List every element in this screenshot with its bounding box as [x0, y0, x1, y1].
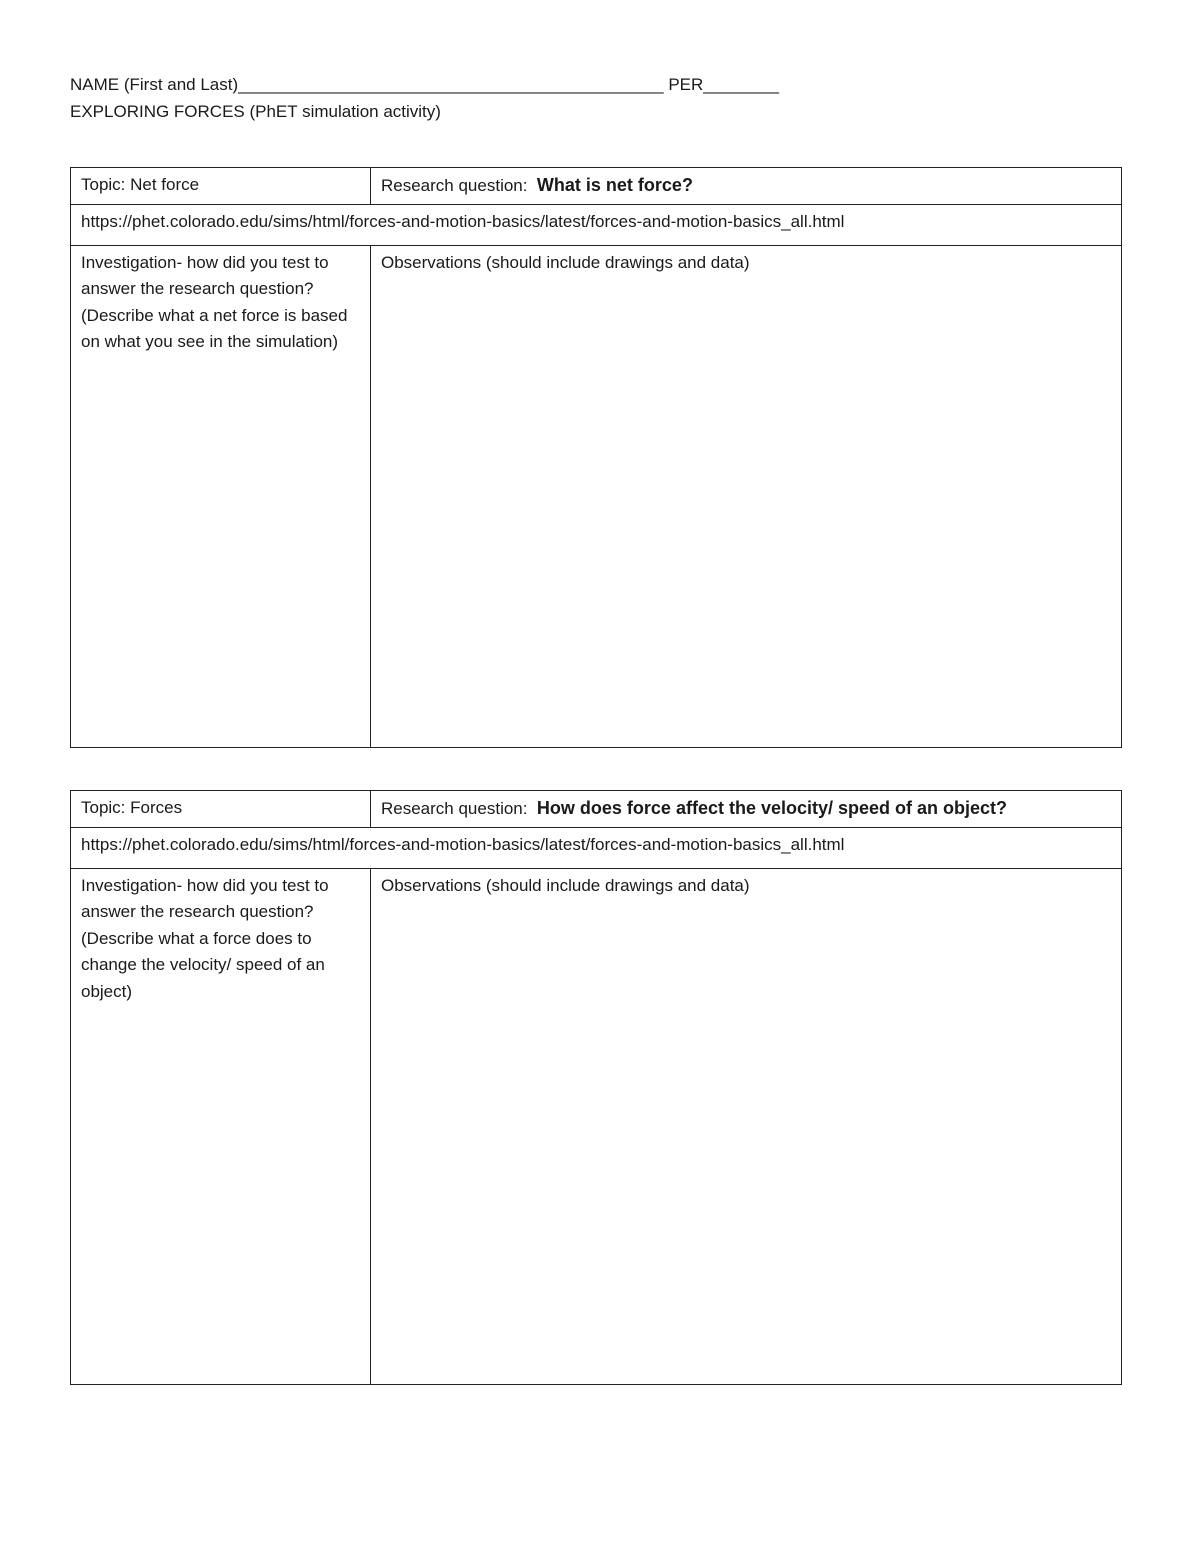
research-question-cell [371, 791, 1122, 828]
section-forces-table [70, 790, 1122, 1385]
observations-cell[interactable]: Observations (should include drawings and data) [371, 868, 1122, 1384]
research-question-label: Research question: [381, 799, 537, 818]
simulation-url[interactable]: https://phet.colorado.edu/sims/html/forces-and-motion-basics/latest/forces-and-motion-basics_all.html [71, 204, 1122, 245]
research-question-cell [371, 168, 1122, 205]
name-per-line[interactable]: NAME (First and Last)_____________________________________________ PER________ [70, 75, 779, 94]
worksheet-title: EXPLORING FORCES (PhET simulation activity) [70, 102, 441, 121]
observations-cell[interactable]: Observations (should include drawings and data) [371, 245, 1122, 747]
topic-cell: Topic: Net force [71, 168, 371, 205]
research-question-text: What is net force? [536, 175, 693, 195]
simulation-url[interactable]: https://phet.colorado.edu/sims/html/forces-and-motion-basics/latest/forces-and-motion-basics_all.html [71, 827, 1122, 868]
investigation-cell[interactable]: Investigation- how did you test to answer the research question? (Describe what a net force is based on what you see in the simulation) [71, 245, 371, 747]
investigation-cell[interactable]: Investigation- how did you test to answer the research question? (Describe what a force does to change the velocity/ speed of an object) [71, 868, 371, 1384]
research-question-label: Research question: [381, 176, 537, 195]
research-question-text: How does force affect the velocity/ speed of an object? [536, 798, 1008, 818]
topic-cell: Topic: Forces [71, 791, 371, 828]
section-net-force-table [70, 167, 1122, 748]
